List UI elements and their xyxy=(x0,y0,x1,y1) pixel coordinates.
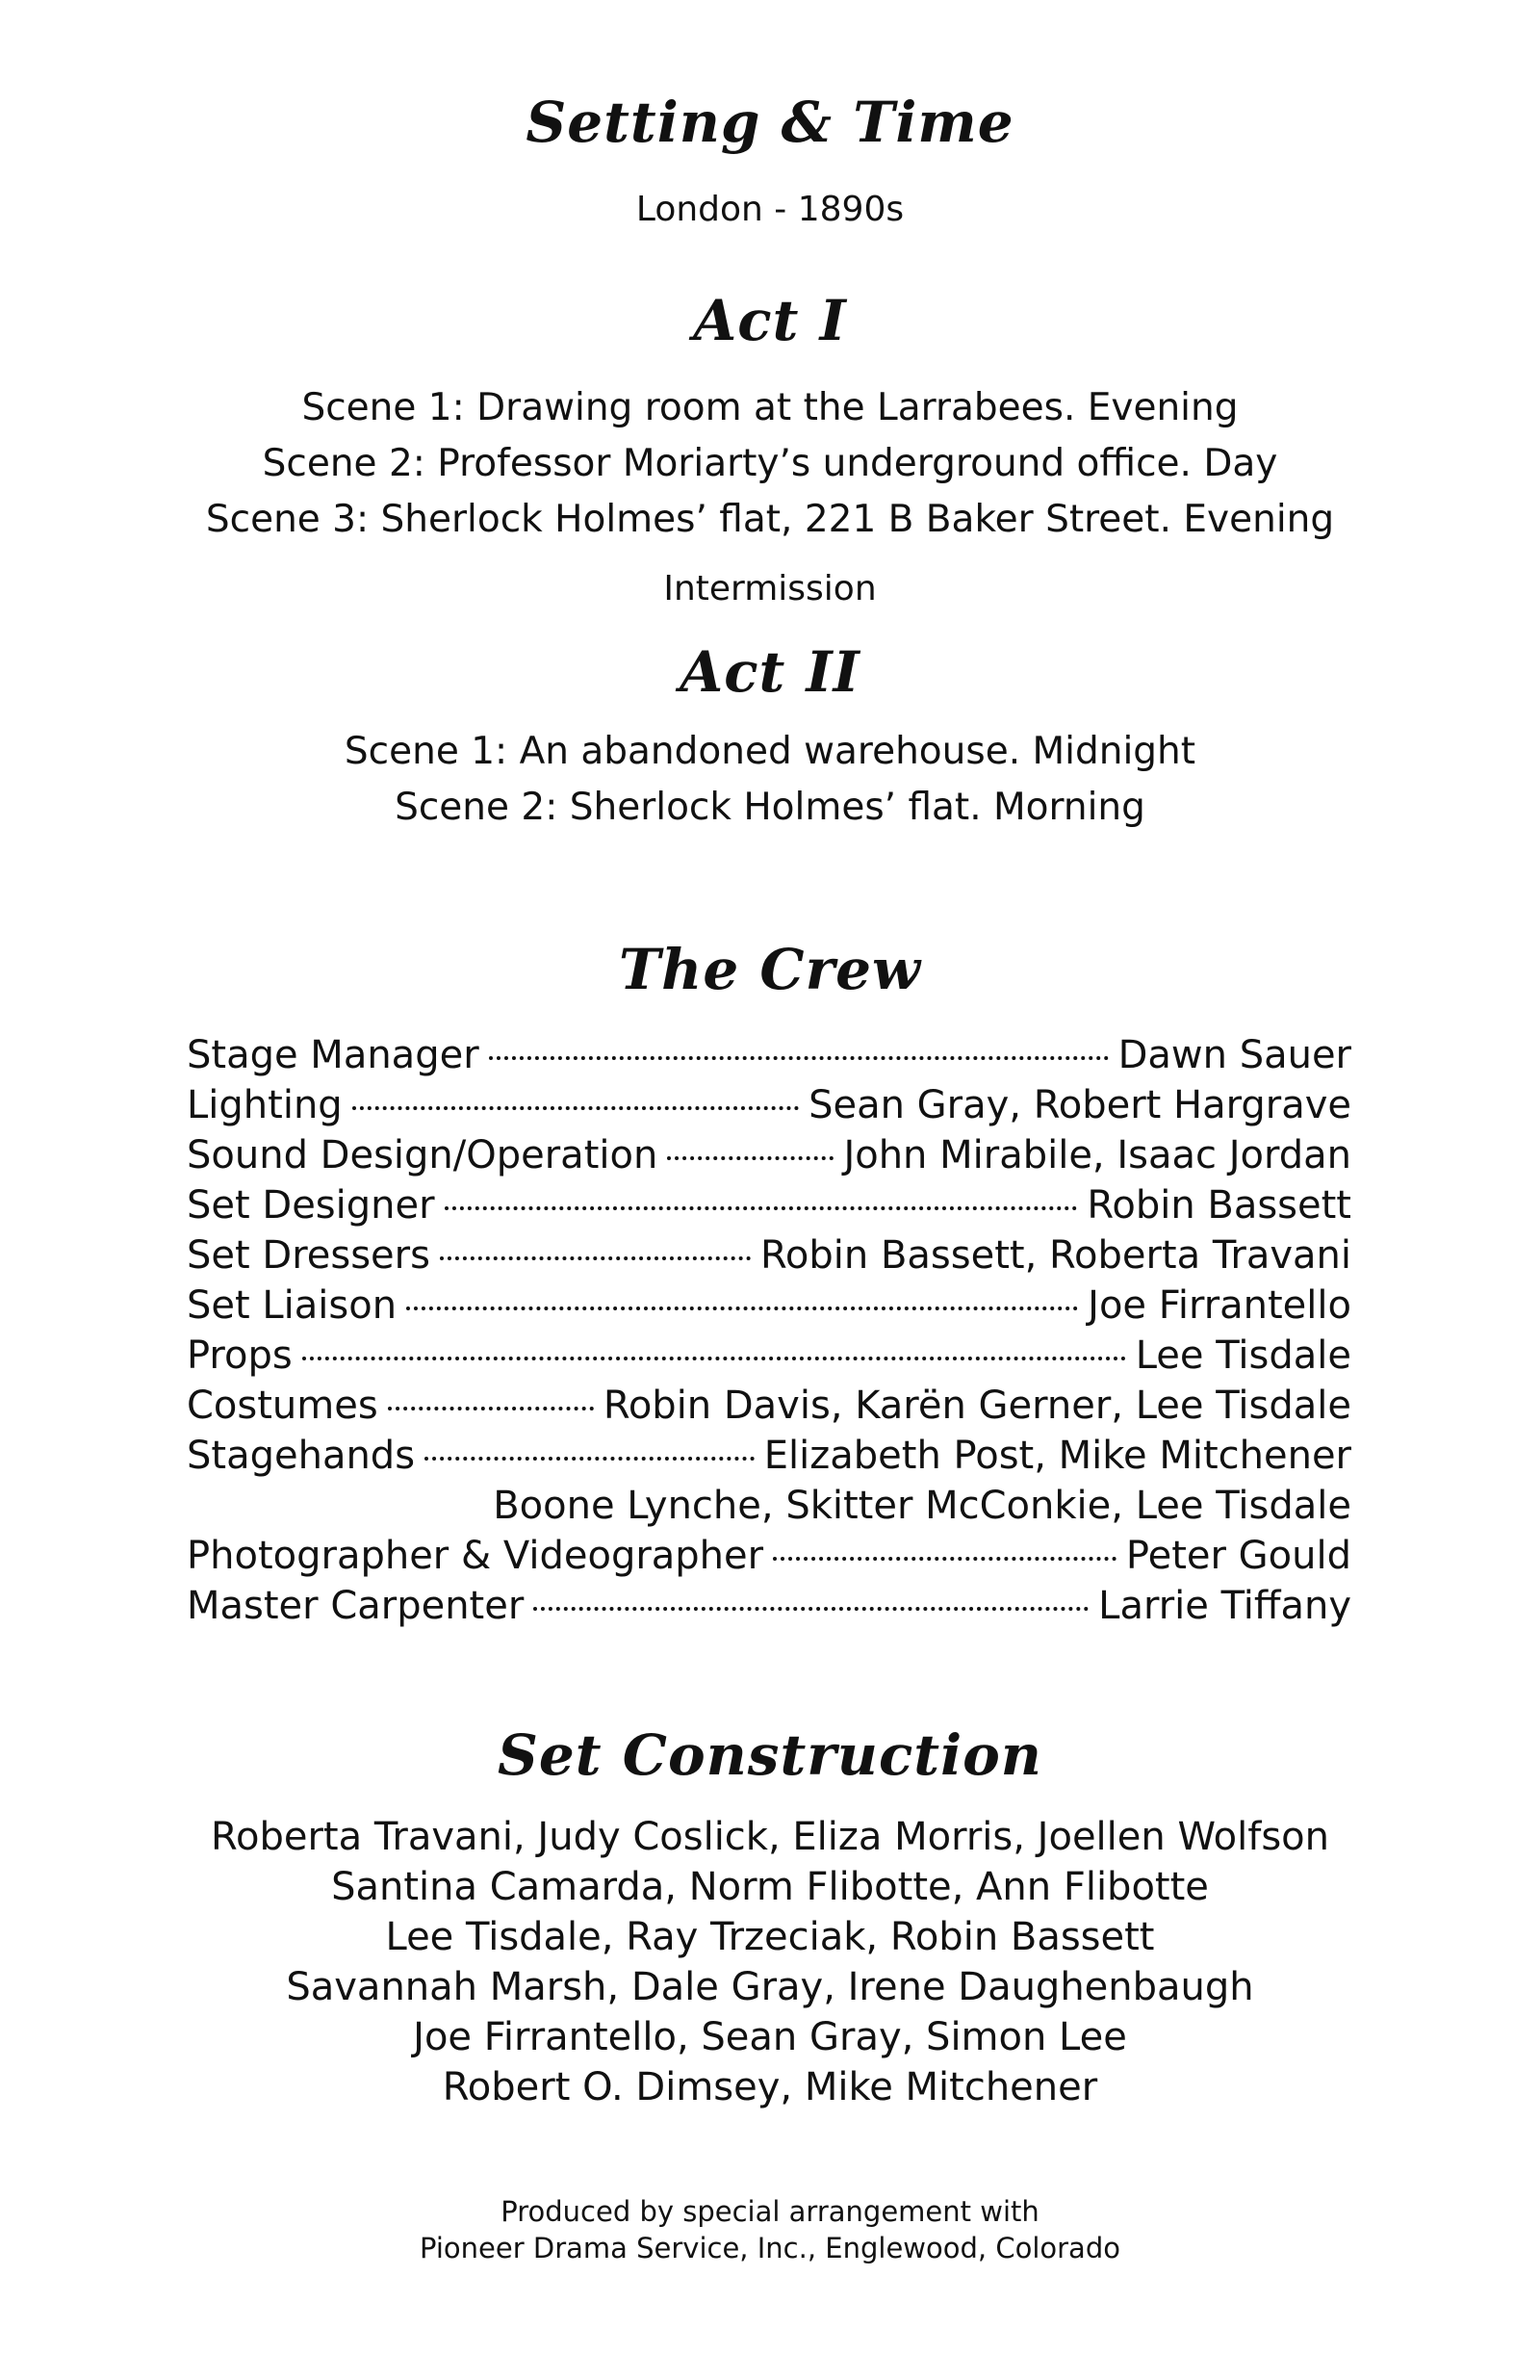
crew-row xyxy=(187,1581,1351,1631)
crew-role: Master Carpenter xyxy=(187,1584,525,1628)
act1-scene-1: Scene 1: Drawing room at the Larrabees. Evening xyxy=(301,386,1239,429)
act2-scene-1: Scene 1: An abandoned warehouse. Midnight xyxy=(344,730,1196,773)
crew-role: Props xyxy=(187,1333,293,1378)
act1-heading: Act I xyxy=(693,288,847,353)
act1-scene-3: Scene 3: Sherlock Holmes’ flat, 221 B Baker Street. Evening xyxy=(205,498,1335,541)
setting-detail: London - 1890s xyxy=(635,190,905,229)
crew-name: Peter Gould xyxy=(1125,1534,1351,1578)
dot-leader xyxy=(489,1056,1109,1060)
crew-role: Set Liaison xyxy=(187,1283,398,1328)
construction-line: Savannah Marsh, Dale Gray, Irene Daughenbaugh xyxy=(286,1965,1254,2009)
act2-heading: Act II xyxy=(680,639,860,705)
crew-name: Larrie Tiffany xyxy=(1098,1584,1351,1628)
crew-row xyxy=(187,1531,1351,1581)
crew-role: Lighting xyxy=(187,1083,343,1127)
crew-name: Elizabeth Post, Mike Mitchener xyxy=(763,1434,1351,1478)
crew-name: Sean Gray, Robert Hargrave xyxy=(808,1083,1351,1127)
crew-role: Stage Manager xyxy=(187,1033,479,1077)
crew-row xyxy=(187,1030,1351,1080)
crew-role: Set Dressers xyxy=(187,1233,430,1278)
construction-heading: Set Construction xyxy=(498,1722,1042,1788)
credit-line-1: Produced by special arrangement with xyxy=(500,2195,1040,2228)
crew-name: Joe Firrantello xyxy=(1088,1283,1351,1328)
crew-row xyxy=(187,1331,1351,1381)
dot-leader xyxy=(406,1306,1078,1310)
crew-role: Stagehands xyxy=(187,1434,416,1478)
crew-role: Sound Design/Operation xyxy=(187,1133,658,1177)
construction-line: Lee Tisdale, Ray Trzeciak, Robin Bassett xyxy=(385,1915,1155,1959)
credit-line-2: Pioneer Drama Service, Inc., Englewood, Colorado xyxy=(420,2232,1120,2264)
dot-leader xyxy=(533,1607,1089,1611)
setting-heading: Setting & Time xyxy=(526,90,1014,155)
crew-row xyxy=(187,1281,1351,1331)
crew-role: Costumes xyxy=(187,1384,378,1428)
construction-line: Joe Firrantello, Sean Gray, Simon Lee xyxy=(413,2015,1127,2059)
crew-name: Lee Tisdale xyxy=(1135,1333,1351,1378)
intermission-label: Intermission xyxy=(663,569,877,608)
crew-row xyxy=(187,1130,1351,1180)
dot-leader xyxy=(388,1407,594,1410)
crew-row xyxy=(187,1381,1351,1431)
construction-line: Santina Camarda, Norm Flibotte, Ann Flibotte xyxy=(331,1865,1209,1909)
construction-line: Roberta Travani, Judy Coslick, Eliza Morris, Joellen Wolfson xyxy=(211,1815,1329,1859)
crew-row xyxy=(187,1180,1351,1230)
crew-name: John Mirabile, Isaac Jordan xyxy=(843,1133,1351,1177)
crew-row xyxy=(187,1230,1351,1281)
act2-scene-2: Scene 2: Sherlock Holmes’ flat. Morning xyxy=(395,786,1145,829)
dot-leader xyxy=(773,1557,1116,1561)
act1-scene-2: Scene 2: Professor Moriarty’s underground office. Day xyxy=(262,442,1278,485)
crew-heading: The Crew xyxy=(619,937,921,1002)
crew-name: Dawn Sauer xyxy=(1117,1033,1351,1077)
dot-leader xyxy=(424,1457,755,1461)
crew-name: Robin Bassett xyxy=(1087,1183,1351,1228)
stagehands-continued: Boone Lynche, Skitter McConkie, Lee Tisdale xyxy=(493,1484,1351,1528)
crew-name: Robin Davis, Karën Gerner, Lee Tisdale xyxy=(603,1384,1351,1428)
dot-leader xyxy=(445,1206,1078,1210)
dot-leader xyxy=(667,1156,834,1160)
crew-role: Set Designer xyxy=(187,1183,435,1228)
crew-name: Robin Bassett, Roberta Travani xyxy=(759,1233,1351,1278)
crew-row xyxy=(187,1431,1351,1481)
construction-line: Robert O. Dimsey, Mike Mitchener xyxy=(442,2065,1098,2109)
dot-leader xyxy=(302,1357,1126,1360)
dot-leader xyxy=(440,1256,751,1260)
crew-row xyxy=(187,1080,1351,1130)
crew-role: Photographer & Videographer xyxy=(187,1534,764,1578)
dot-leader xyxy=(352,1106,799,1110)
